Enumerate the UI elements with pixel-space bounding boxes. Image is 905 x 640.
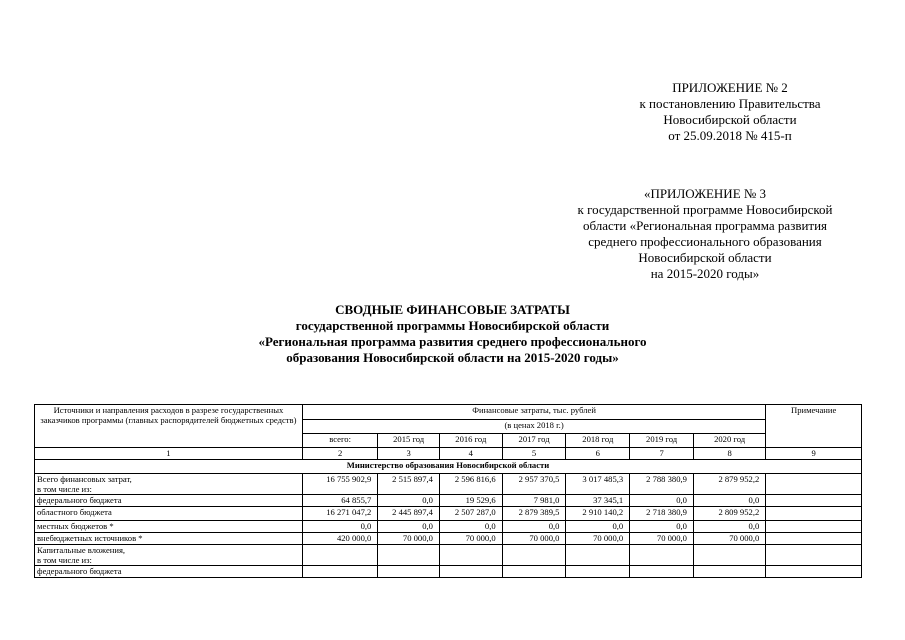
appendix-2-line-3: Новосибирской области — [663, 112, 797, 127]
cell-2019: 70 000,0 — [630, 533, 694, 545]
cell-2015 — [378, 566, 440, 578]
column-number: 5 — [502, 448, 566, 460]
cell-total: 64 855,7 — [302, 495, 377, 507]
cell-2020: 70 000,0 — [693, 533, 765, 545]
appendix-2-block — [610, 80, 850, 144]
cell-total — [302, 566, 377, 578]
row-label: федерального бюджета — [35, 495, 303, 507]
col-2019: 2019 год — [630, 434, 694, 448]
table-row — [35, 545, 862, 566]
column-number: 2 — [302, 448, 377, 460]
cell-2020: 0,0 — [693, 521, 765, 533]
appendix-3-line-1: «ПРИЛОЖЕНИЕ № 3 — [643, 186, 767, 201]
appendix-3-line-5: Новосибирской области — [638, 250, 772, 265]
cell-2015 — [378, 545, 440, 566]
cell-total: 420 000,0 — [302, 533, 377, 545]
cell-2018 — [566, 545, 630, 566]
cell-2020 — [693, 566, 765, 578]
cell-2017: 0,0 — [502, 521, 566, 533]
row-label-line: в том числе из: — [37, 484, 92, 494]
cell-total: 16 271 047,2 — [302, 507, 377, 521]
column-number: 8 — [693, 448, 765, 460]
row-label: местных бюджетов * — [35, 521, 303, 533]
cell-2020: 2 809 952,2 — [693, 507, 765, 521]
header-costs: Финансовые затраты, тыс. рублей — [302, 405, 765, 420]
cell-total — [302, 545, 377, 566]
header-sources: Источники и направления расходов в разрезе государственных заказчиков программы (главных распорядителей бюджетных средств) — [35, 405, 303, 448]
row-label: областного бюджета — [35, 507, 303, 521]
column-number: 4 — [439, 448, 502, 460]
cell-2018 — [566, 566, 630, 578]
cell-2020 — [693, 545, 765, 566]
cell-note — [766, 533, 862, 545]
cell-2015: 0,0 — [378, 495, 440, 507]
cell-2015: 70 000,0 — [378, 533, 440, 545]
table-row — [35, 507, 862, 521]
cell-2018: 3 017 485,3 — [566, 474, 630, 495]
cell-2016: 2 507 287,0 — [439, 507, 502, 521]
col-2016: 2016 год — [439, 434, 502, 448]
cell-2017: 7 981,0 — [502, 495, 566, 507]
cell-2015: 2 445 897,4 — [378, 507, 440, 521]
cell-2017: 2 957 370,5 — [502, 474, 566, 495]
appendix-3-line-2: к государственной программе Новосибирской — [577, 202, 833, 217]
cell-2019 — [630, 545, 694, 566]
cell-2016: 70 000,0 — [439, 533, 502, 545]
row-label-line: Капитальные вложения, — [37, 545, 126, 555]
cell-2019: 0,0 — [630, 495, 694, 507]
table-row — [35, 533, 862, 545]
row-label — [35, 545, 303, 566]
row-label-line: в том числе из: — [37, 555, 92, 565]
col-total: всего: — [302, 434, 377, 448]
cell-2017 — [502, 566, 566, 578]
cell-total: 16 755 902,9 — [302, 474, 377, 495]
cell-2019 — [630, 566, 694, 578]
row-label-line: Всего финансовых затрат, — [37, 474, 132, 484]
cell-2016: 2 596 816,6 — [439, 474, 502, 495]
title-line-2: государственной программы Новосибирской области — [295, 318, 610, 333]
cell-2019: 2 788 380,9 — [630, 474, 694, 495]
column-number: 3 — [378, 448, 440, 460]
cell-2020: 0,0 — [693, 495, 765, 507]
title-line-4: образования Новосибирской области на 2015-2020 годы» — [286, 350, 619, 365]
cell-2018: 2 910 140,2 — [566, 507, 630, 521]
document-title — [160, 302, 745, 366]
cell-total: 0,0 — [302, 521, 377, 533]
cell-2018: 0,0 — [566, 521, 630, 533]
cell-2016 — [439, 566, 502, 578]
column-number: 6 — [566, 448, 630, 460]
cell-2020: 2 879 952,2 — [693, 474, 765, 495]
cell-2017: 2 879 389,5 — [502, 507, 566, 521]
cell-note — [766, 566, 862, 578]
table-row — [35, 495, 862, 507]
title-line-1: СВОДНЫЕ ФИНАНСОВЫЕ ЗАТРАТЫ — [335, 302, 570, 317]
appendix-3-block — [540, 186, 870, 282]
table-row — [35, 566, 862, 578]
col-2017: 2017 год — [502, 434, 566, 448]
cell-2015: 2 515 897,4 — [378, 474, 440, 495]
cell-2016: 0,0 — [439, 521, 502, 533]
cell-2016: 19 529,6 — [439, 495, 502, 507]
column-number: 9 — [766, 448, 862, 460]
column-number: 1 — [35, 448, 303, 460]
col-2018: 2018 год — [566, 434, 630, 448]
cell-note — [766, 507, 862, 521]
appendix-3-line-6: на 2015-2020 годы» — [650, 266, 760, 281]
cell-2018: 70 000,0 — [566, 533, 630, 545]
cell-2015: 0,0 — [378, 521, 440, 533]
appendix-2-line-4: от 25.09.2018 № 415-п — [668, 128, 792, 143]
cell-2018: 37 345,1 — [566, 495, 630, 507]
table-row — [35, 474, 862, 495]
cell-2019: 2 718 380,9 — [630, 507, 694, 521]
cell-note — [766, 545, 862, 566]
header-note: Примечание — [766, 405, 862, 448]
appendix-2-line-2: к постановлению Правительства — [639, 96, 821, 111]
section-heading: Министерство образования Новосибирской области — [35, 460, 862, 474]
cell-note — [766, 495, 862, 507]
cell-note — [766, 521, 862, 533]
header-prices: (в ценах 2018 г.) — [302, 420, 765, 434]
row-label — [35, 474, 303, 495]
row-label: федерального бюджета — [35, 566, 303, 578]
appendix-2-line-1: ПРИЛОЖЕНИЕ № 2 — [672, 80, 788, 95]
cell-2017: 70 000,0 — [502, 533, 566, 545]
row-label: внебюджетных источников * — [35, 533, 303, 545]
title-line-3: «Региональная программа развития среднего профессионального — [258, 334, 647, 349]
cell-note — [766, 474, 862, 495]
table-row — [35, 521, 862, 533]
col-2015: 2015 год — [378, 434, 440, 448]
cell-2017 — [502, 545, 566, 566]
column-number: 7 — [630, 448, 694, 460]
cell-2016 — [439, 545, 502, 566]
financial-costs-table — [34, 404, 862, 578]
appendix-3-line-3: области «Региональная программа развития — [582, 218, 828, 233]
col-2020: 2020 год — [693, 434, 765, 448]
appendix-3-line-4: среднего профессионального образования — [588, 234, 822, 249]
cell-2019: 0,0 — [630, 521, 694, 533]
